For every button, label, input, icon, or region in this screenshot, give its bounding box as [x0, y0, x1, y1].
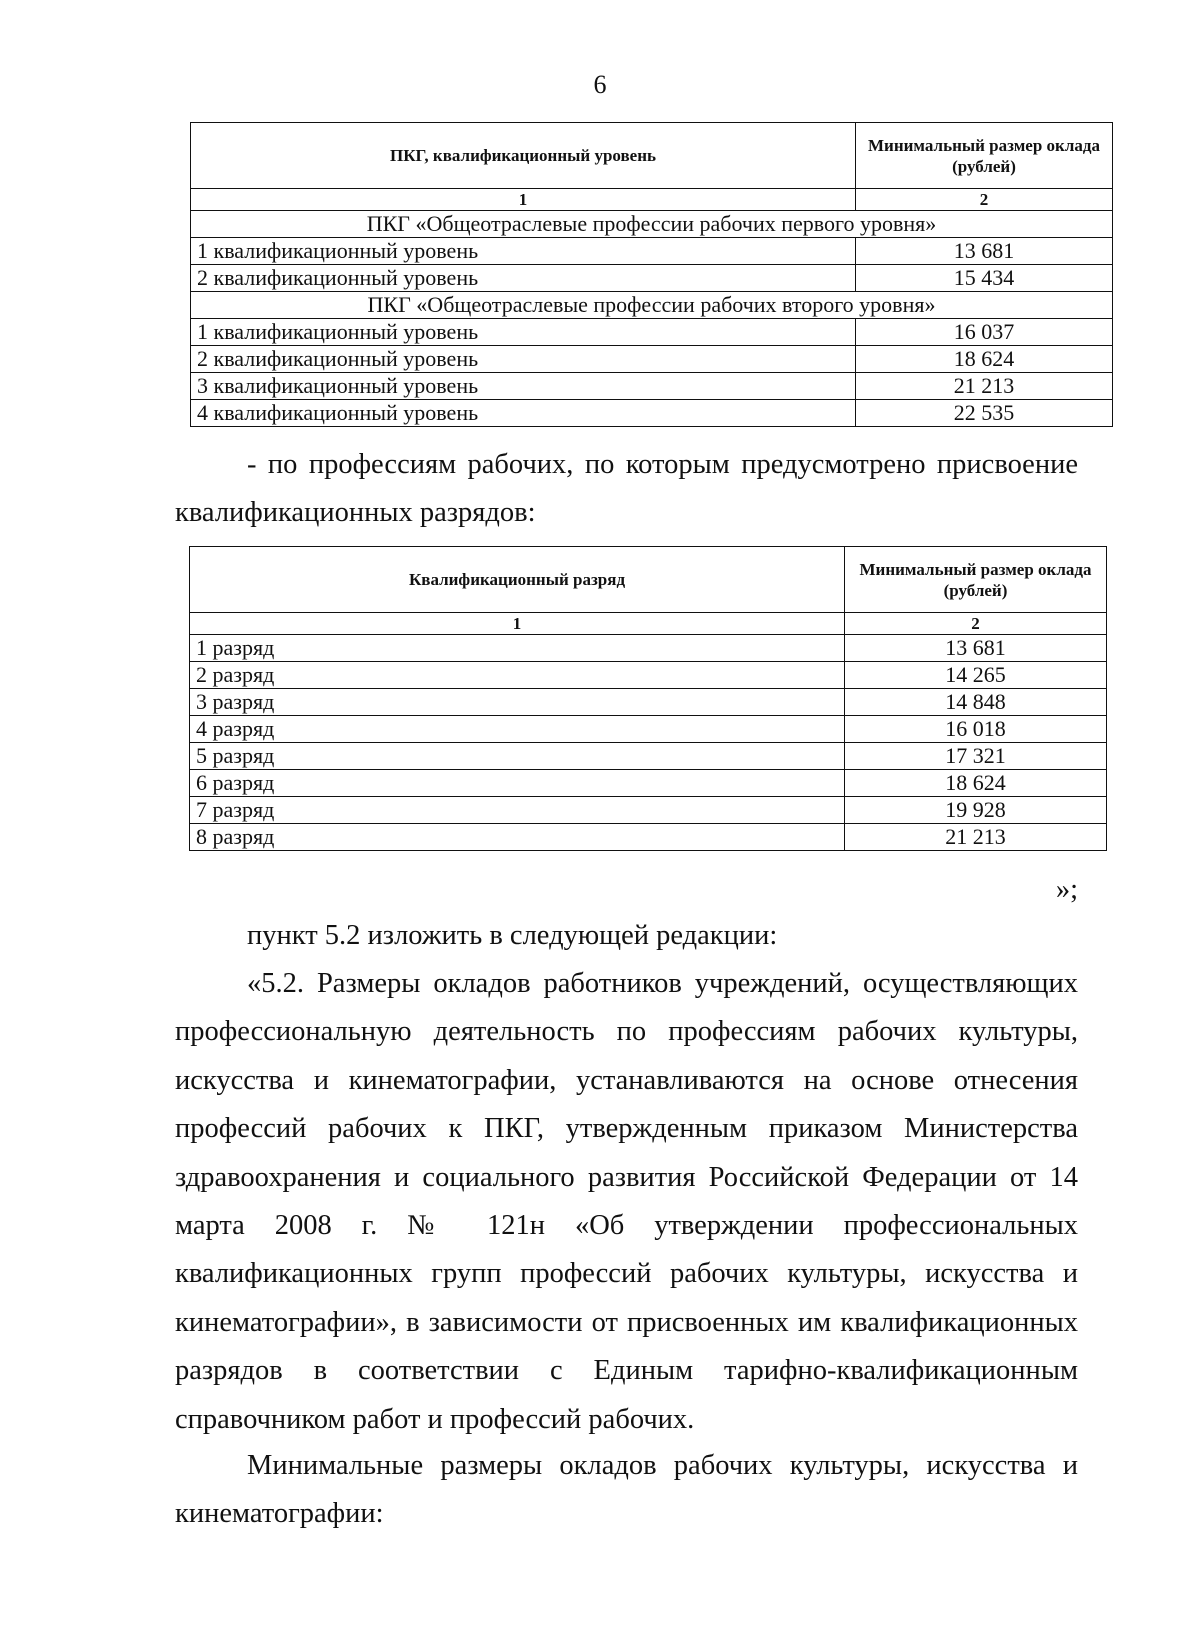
- table2-grade-label: 2 разряд: [190, 662, 845, 689]
- table1-row: [191, 265, 1113, 292]
- table2-salary-value: 16 018: [845, 716, 1107, 743]
- table2-grade-label: 6 разряд: [190, 770, 845, 797]
- table2-salary-value: 19 928: [845, 797, 1107, 824]
- table2-salary-value: 13 681: [845, 635, 1107, 662]
- table2-col-number-2: 2: [845, 613, 1107, 635]
- table1-group-row: [191, 292, 1113, 319]
- salary-table-grades: [189, 546, 1107, 851]
- table2-grade-label: 4 разряд: [190, 716, 845, 743]
- table2-row: [190, 824, 1107, 851]
- table2-salary-value: 14 265: [845, 662, 1107, 689]
- table2-salary-value: 18 624: [845, 770, 1107, 797]
- table1-group-row: [191, 211, 1113, 238]
- table2-row: [190, 635, 1107, 662]
- table2-header-salary: Минимальный размер оклада (рублей): [845, 547, 1107, 613]
- table1-column-numbers: [191, 189, 1113, 211]
- table1-header-level: ПКГ, квалификационный уровень: [191, 123, 856, 189]
- table2-row: [190, 689, 1107, 716]
- table1-salary-value: 22 535: [856, 400, 1113, 427]
- table1-row: [191, 400, 1113, 427]
- table2-body: [190, 613, 1107, 851]
- table2-row: [190, 743, 1107, 770]
- table2-column-numbers: [190, 613, 1107, 635]
- clause-5-2-paragraph: «5.2. Размеры окладов работников учреждений, осуществляющих профессиональную деятельность по профессиям рабочих культуры, искусства и кинематографии, устанавливаются на основе отнесения профессий рабочих к ПКГ, утвержденным приказом Министерства здравоохранения и социального развития Российской Федерации от 14 марта 2008 г. № 121н «Об утверждении профессиональных квалификационных групп профессий рабочих культуры, искусства и кинематографии», в зависимости от присвоенных им квалификационных разрядов в соответствии с Единым тарифно-квалификационным справочником работ и профессий рабочих.: [175, 968, 1078, 1435]
- table1-level-label: 2 квалификационный уровень: [191, 346, 856, 373]
- table1-level-label: 4 квалификационный уровень: [191, 400, 856, 427]
- table2-row: [190, 662, 1107, 689]
- table1-row: [191, 319, 1113, 346]
- table1-group-title: ПКГ «Общеотраслевые профессии рабочих второго уровня»: [191, 292, 1113, 319]
- table1-row: [191, 346, 1113, 373]
- table2-row: [190, 797, 1107, 824]
- table1-salary-value: 18 624: [856, 346, 1113, 373]
- table1-salary-value: 13 681: [856, 238, 1113, 265]
- table1-salary-value: 15 434: [856, 265, 1113, 292]
- table1-level-label: 1 квалификационный уровень: [191, 238, 856, 265]
- table1-salary-value: 21 213: [856, 373, 1113, 400]
- table1-row: [191, 238, 1113, 265]
- table2-row: [190, 716, 1107, 743]
- table1-header-salary: Минимальный размер оклада (рублей): [856, 123, 1113, 189]
- table2-grade-label: 7 разряд: [190, 797, 845, 824]
- table2-grade-label: 3 разряд: [190, 689, 845, 716]
- table1-level-label: 1 квалификационный уровень: [191, 319, 856, 346]
- intro-paragraph: - по профессиям рабочих, по которым предусмотрено присвоение квалификационных разрядов:: [175, 449, 1078, 528]
- table2-salary-value: 17 321: [845, 743, 1107, 770]
- table1-row: [191, 373, 1113, 400]
- table2-grade-label: 1 разряд: [190, 635, 845, 662]
- table1-level-label: 3 квалификационный уровень: [191, 373, 856, 400]
- table1-group-title: ПКГ «Общеотраслевые профессии рабочих первого уровня»: [191, 211, 1113, 238]
- table2-salary-value: 14 848: [845, 689, 1107, 716]
- closing-quote-mark: »;: [1055, 874, 1078, 905]
- page-number: 6: [593, 70, 607, 99]
- table2-grade-label: 8 разряд: [190, 824, 845, 851]
- item-paragraph: пункт 5.2 изложить в следующей редакции:: [247, 920, 778, 951]
- table1-col-number-2: 2: [856, 189, 1113, 211]
- salary-table-pkg: [190, 122, 1113, 427]
- table1-body: [191, 189, 1113, 427]
- table2-grade-label: 5 разряд: [190, 743, 845, 770]
- table2-col-number-1: 1: [190, 613, 845, 635]
- table1-col-number-1: 1: [191, 189, 856, 211]
- table1-level-label: 2 квалификационный уровень: [191, 265, 856, 292]
- table2-salary-value: 21 213: [845, 824, 1107, 851]
- minimal-salaries-paragraph: Минимальные размеры окладов рабочих культуры, искусства и кинематографии:: [175, 1450, 1078, 1529]
- table2-header-grade: Квалификационный разряд: [190, 547, 845, 613]
- table2-row: [190, 770, 1107, 797]
- table1-salary-value: 16 037: [856, 319, 1113, 346]
